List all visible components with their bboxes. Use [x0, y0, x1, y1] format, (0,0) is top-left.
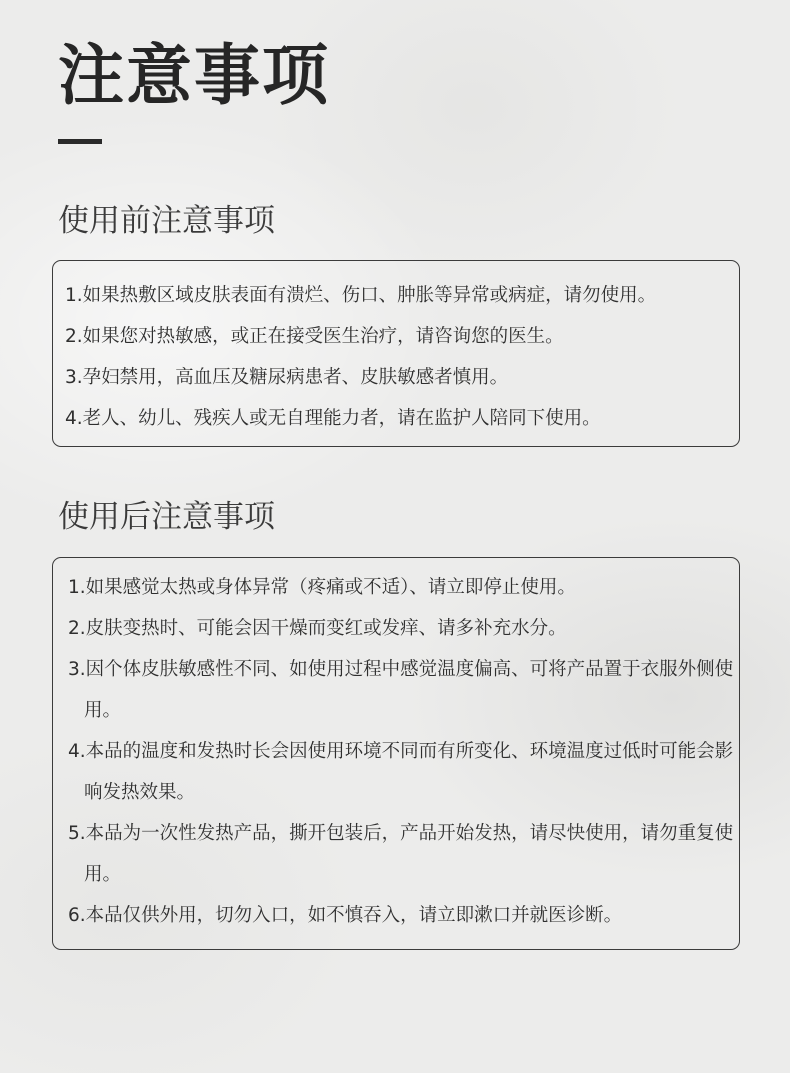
after-use-item-5: 5.本品为一次性发热产品，撕开包装后，产品开始发热，请尽快使用，请勿重复使用。: [68, 823, 734, 885]
after-use-item-3: 3.因个体皮肤敏感性不同、如使用过程中感觉温度偏高、可将产品置于衣服外侧使用。: [68, 659, 734, 721]
before-use-heading: 使用前注意事项: [58, 203, 275, 239]
after-use-item-6: 6.本品仅供外用，切勿入口，如不慎吞入，请立即漱口并就医诊断。: [68, 905, 623, 926]
after-use-box: [52, 557, 740, 950]
after-use-item-2: 2.皮肤变热时、可能会因干燥而变红或发痒、请多补充水分。: [68, 618, 567, 639]
after-use-list: [68, 567, 739, 936]
before-use-item-4: 4.老人、幼儿、残疾人或无自理能力者，请在监护人陪同下使用。: [65, 408, 601, 429]
page-title: 注意事项: [58, 37, 330, 114]
before-use-box: [52, 260, 740, 447]
before-use-item-1: 1.如果热敷区域皮肤表面有溃烂、伤口、肿胀等异常或病症，请勿使用。: [65, 285, 657, 306]
after-use-item-1: 1.如果感觉太热或身体异常（疼痛或不适）、请立即停止使用。: [68, 577, 576, 598]
after-use-item-4: 4.本品的温度和发热时长会因使用环境不同而有所变化、环境温度过低时可能会影响发热效果。: [68, 741, 734, 803]
before-use-list: [65, 275, 739, 439]
title-underline: [58, 139, 102, 144]
before-use-item-2: 2.如果您对热敏感，或正在接受医生治疗，请咨询您的医生。: [65, 326, 564, 347]
before-use-item-3: 3.孕妇禁用，高血压及糖尿病患者、皮肤敏感者慎用。: [65, 367, 509, 388]
after-use-heading: 使用后注意事项: [58, 499, 275, 535]
